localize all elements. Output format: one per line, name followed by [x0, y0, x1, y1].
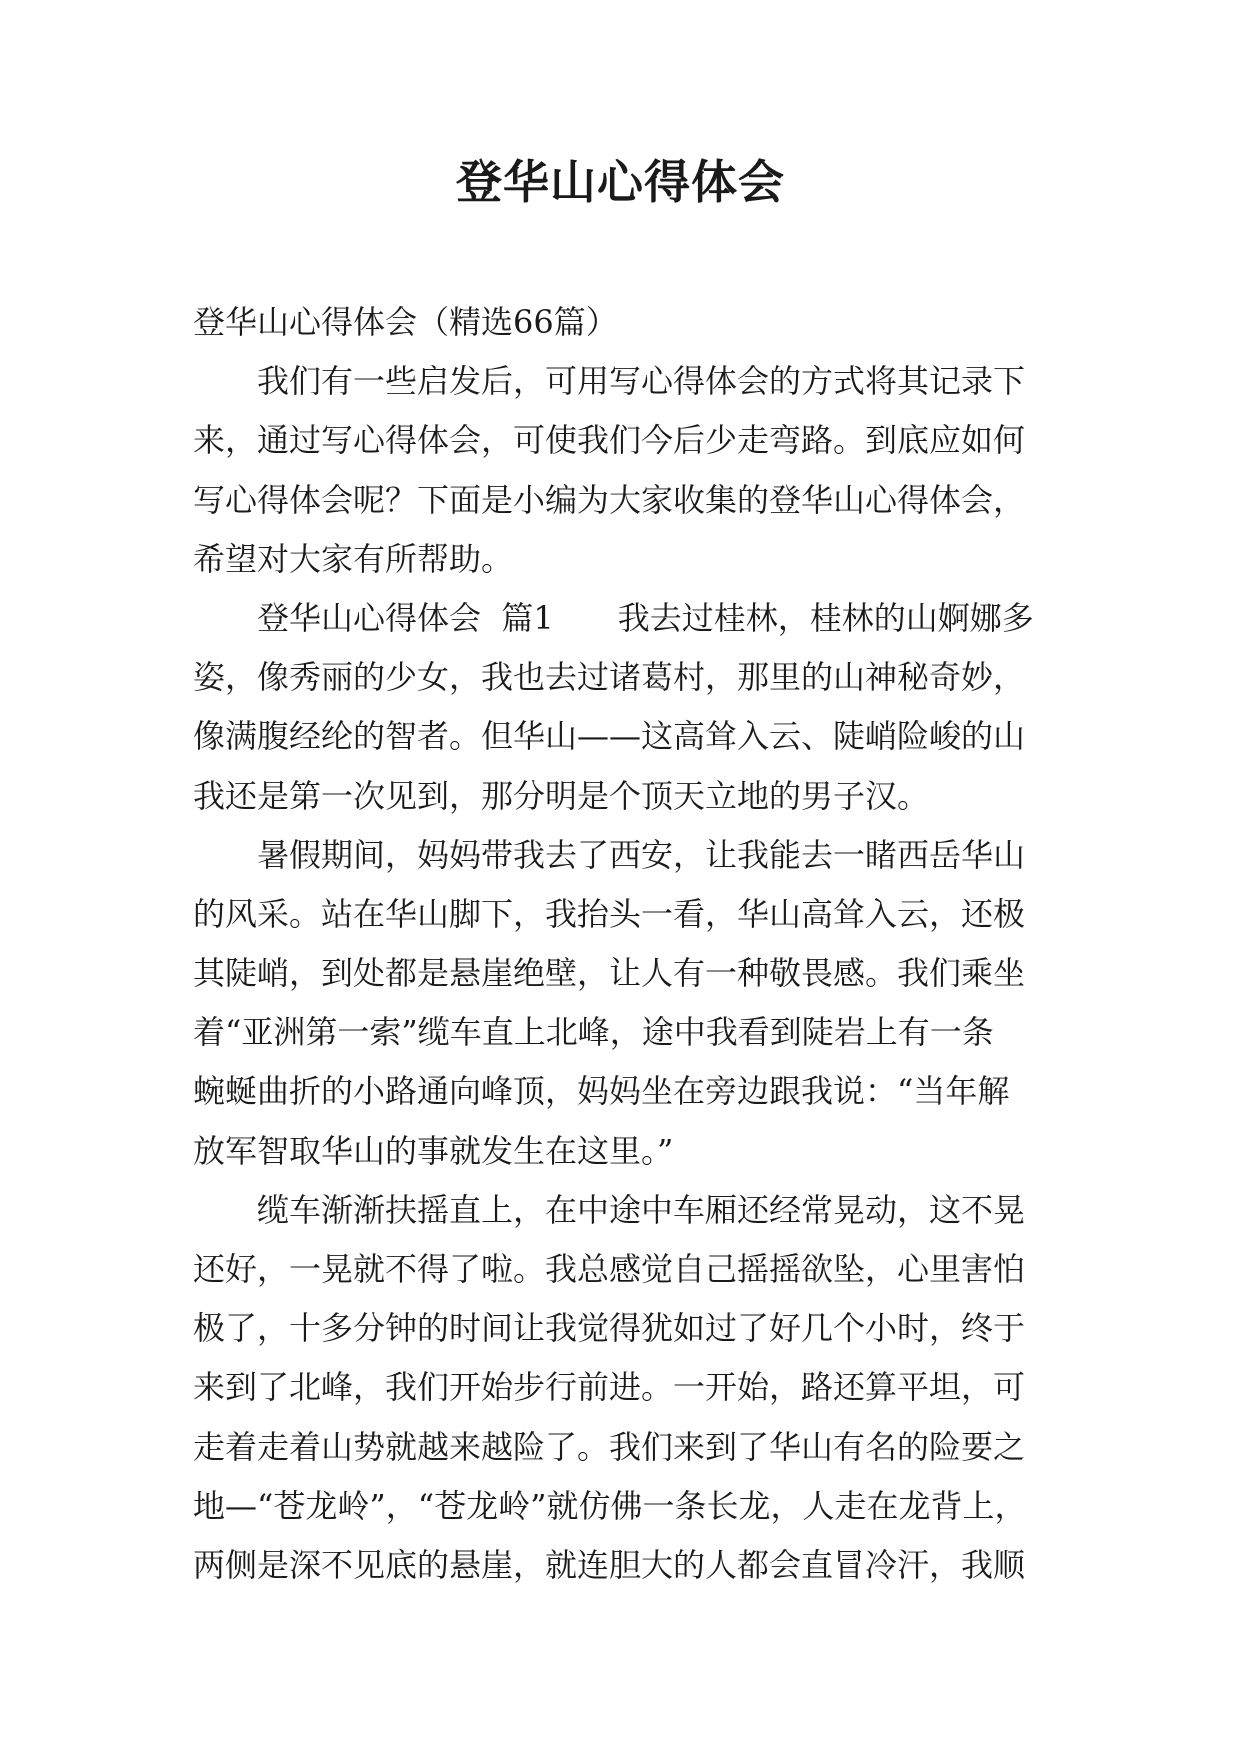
document-body	[193, 293, 1058, 1595]
body-line: 缆车渐渐扶摇直上，在中途中车厢还经常晃动，这不晃	[193, 1190, 1026, 1229]
body-line: 来到了北峰，我们开始步行前进。一开始，路还算平坦，可	[193, 1368, 1026, 1407]
body-line: 蜿蜒曲折的小路通向峰顶，妈妈坐在旁边跟我说：“当年解	[193, 1072, 1010, 1111]
body-line: 希望对大家有所帮助。	[193, 539, 514, 578]
body-line: 登华山心得体会 篇1 我去过桂林，桂林的山婀娜多	[193, 598, 1034, 637]
body-line: 像满腹经纶的智者。但华山——这高耸入云、陡峭险峻的山	[193, 717, 1026, 756]
body-line: 其陡峭，到处都是悬崖绝壁，让人有一种敬畏感。我们乘坐	[193, 954, 1026, 993]
body-line: 两侧是深不见底的悬崖，就连胆大的人都会直冒冷汗，我顺	[193, 1545, 1026, 1584]
body-line: 我还是第一次见到，那分明是个顶天立地的男子汉。	[193, 776, 930, 815]
body-line: 还好，一晃就不得了啦。我总感觉自己摇摇欲坠，心里害怕	[193, 1250, 1026, 1288]
body-line: 着“亚洲第一索”缆车直上北峰，途中我看到陡岩上有一条	[193, 1013, 994, 1052]
body-line: 登华山心得体会（精选66篇）	[193, 303, 618, 341]
body-line: 的风采。站在华山脚下，我抬头一看，华山高耸入云，还极	[193, 894, 1026, 933]
body-line: 走着走着山势就越来越险了。我们来到了华山有名的险要之	[193, 1427, 1026, 1466]
body-line: 暑假期间，妈妈带我去了西安，让我能去一睹西岳华山	[193, 835, 1026, 874]
body-line: 我们有一些启发后，可用写心得体会的方式将其记录下	[193, 362, 1026, 401]
body-line: 姿，像秀丽的少女，我也去过诸葛村，那里的山神秘奇妙，	[193, 658, 1026, 697]
document-title: 登华山心得体会	[456, 155, 785, 209]
body-line: 地—“苍龙岭”，“苍龙岭”就仿佛一条长龙，人走在龙背上，	[193, 1486, 1027, 1525]
body-line: 放军智取华山的事就发生在这里。”	[193, 1131, 674, 1170]
body-line: 极了，十多分钟的时间让我觉得犹如过了好几个小时，终于	[193, 1309, 1026, 1348]
body-line: 写心得体会呢？下面是小编为大家收集的登华山心得体会，	[193, 480, 1026, 519]
body-line: 来，通过写心得体会，可使我们今后少走弯路。到底应如何	[193, 421, 1026, 460]
